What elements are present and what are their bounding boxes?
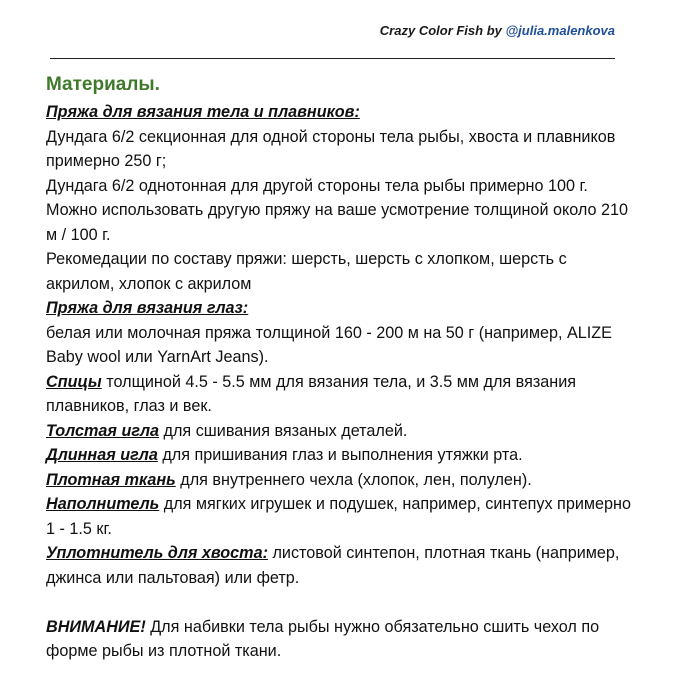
body-yarn-line: Можно использовать другую пряжу на ваше усмотрение толщиной около 210 м / 100 г. <box>46 201 629 244</box>
item-label: Спицы <box>46 372 102 391</box>
material-item-needles <box>46 370 636 419</box>
header-prefix: Crazy Color Fish by <box>379 23 506 38</box>
warning-label: ВНИМАНИЕ! <box>46 617 146 636</box>
page-header <box>380 23 615 38</box>
material-item-fabric <box>46 468 636 493</box>
body-yarn-line: Рекомедации по составу пряжи: шерсть, шерсть с хлопком, шерсть с акрилом, хлопок с акрилом <box>46 250 567 293</box>
item-label: Уплотнитель для хвоста: <box>46 544 268 562</box>
material-item-filling <box>46 492 636 541</box>
warning-text: Для набивки тела рыбы нужно обязательно сшить чехол по форме рыбы из плотной ткани. <box>46 617 600 660</box>
item-label: Наполнитель <box>46 495 160 513</box>
header-divider <box>50 58 615 59</box>
material-item-thick-needle <box>46 419 636 444</box>
document-body <box>46 70 636 664</box>
section-title: Материалы. <box>46 74 160 95</box>
body-yarn-heading <box>46 100 636 125</box>
body-yarn-line: Дундага 6/2 однотонная для другой стороны тела рыбы примерно 100 г. <box>46 176 588 195</box>
warning-note <box>46 615 636 664</box>
blank-line <box>46 590 636 615</box>
item-text: для сшивания вязаных деталей. <box>159 421 408 440</box>
item-text: толщиной 4.5 - 5.5 мм для вязания тела, и 3.5 мм для вязания плавников, глаз и век. <box>46 372 577 415</box>
material-item-tail-stiffener <box>46 541 636 590</box>
body-yarn-label: Пряжа для вязания тела и плавников: <box>46 103 360 121</box>
eye-yarn-heading <box>46 296 636 321</box>
body-yarn-line: Дундага 6/2 секционная для одной стороны тела рыбы, хвоста и плавников примерно 250 г; <box>46 127 616 170</box>
item-text: листовой синтепон, плотная ткань (например, джинса или пальтовая) или фетр. <box>46 544 620 587</box>
item-text: для внутреннего чехла (хлопок, лен, полулен). <box>175 470 532 489</box>
item-label: Длинная игла <box>46 446 158 464</box>
author-handle: @julia.malenkova <box>505 23 615 38</box>
item-text: для пришивания глаз и выполнения утяжки рта. <box>157 446 523 464</box>
material-item-long-needle <box>46 443 636 468</box>
eye-yarn-label: Пряжа для вязания глаз: <box>46 299 249 317</box>
item-label: Толстая игла <box>46 421 160 440</box>
item-text: для мягких игрушек и подушек, например, синтепух примерно 1 - 1.5 кг. <box>46 495 631 538</box>
item-label: Плотная ткань <box>46 470 176 489</box>
eye-yarn-text: белая или молочная пряжа толщиной 160 - 200 м на 50 г (например, ALIZE Baby wool или YarnArt Jeans). <box>46 323 612 366</box>
